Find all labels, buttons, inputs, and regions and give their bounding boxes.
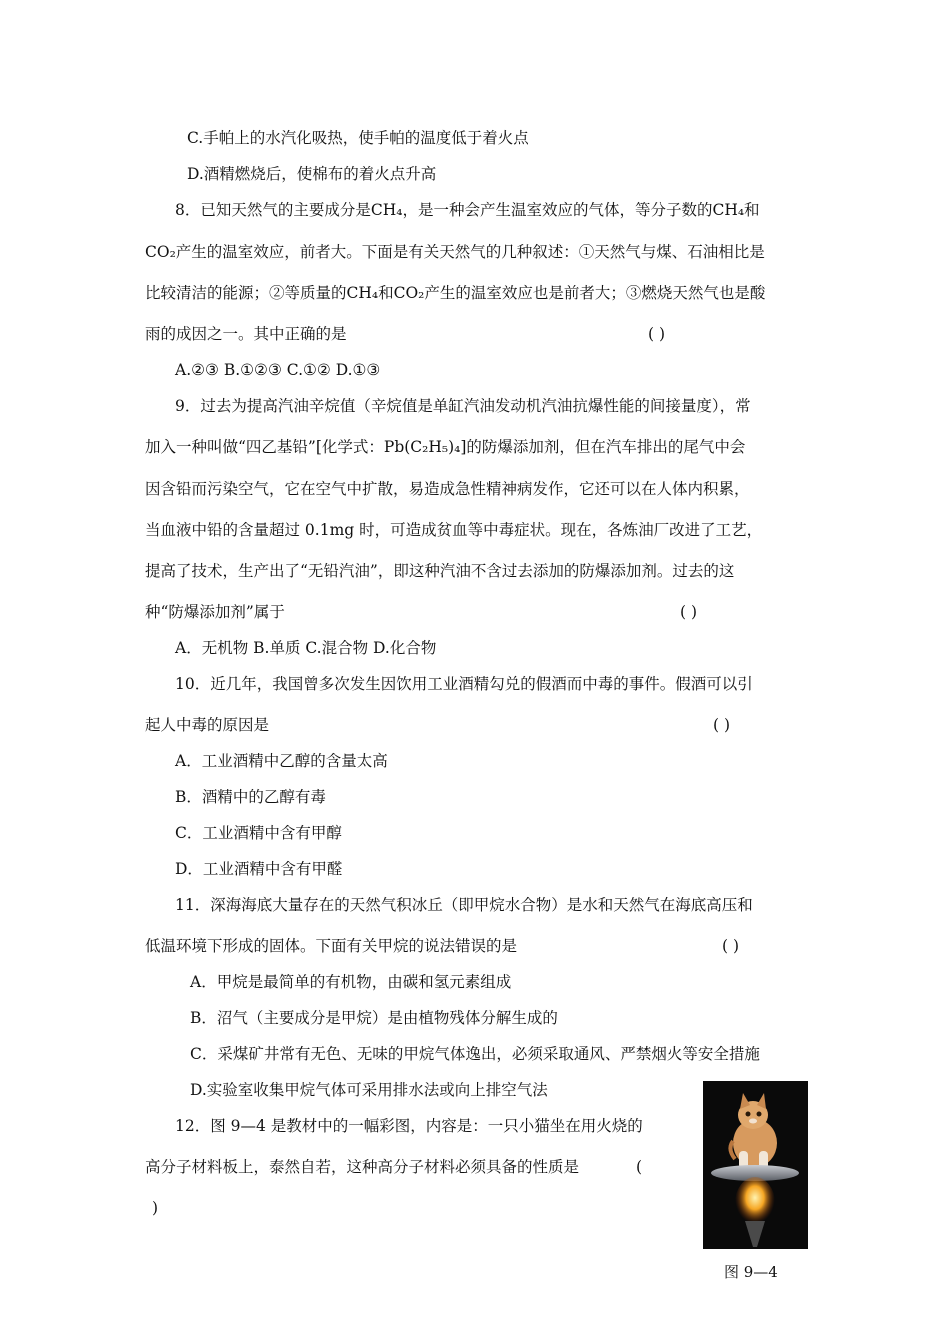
- q11-option-d: D.实验室收集甲烷气体可采用排水法或向上排空气法: [190, 1081, 548, 1099]
- q12-line-2: 高分子材料板上，泰然自若，这种高分子材料必须具备的性质是: [145, 1158, 580, 1176]
- line-c: C.手帕上的水汽化吸热，使手帕的温度低于着火点: [187, 129, 529, 147]
- q8-line-2: CO₂产生的温室效应，前者大。下面是有关天然气的几种叙述：①天然气与煤、石油相比是: [145, 243, 765, 261]
- q9-line-6: 种“防爆添加剂”属于: [145, 603, 285, 621]
- q9-options: A．无机物 B.单质 C.混合物 D.化合物: [175, 639, 437, 657]
- q9-line-3: 因含铅而污染空气，它在空气中扩散，易造成急性精神病发作，它还可以在人体内积累，: [145, 480, 750, 498]
- line-d: D.酒精燃烧后，使棉布的着火点升高: [187, 165, 437, 183]
- q9-line-4: 当血液中铅的含量超过 0.1mg 时，可造成贫血等中毒症状。现在，各炼油厂改进了工艺，: [145, 521, 763, 539]
- q11-line-2: 低温环境下形成的固体。下面有关甲烷的说法错误的是: [145, 937, 518, 955]
- q10-option-c: C．工业酒精中含有甲醇: [175, 824, 342, 842]
- q11-answer-paren: ( ): [722, 937, 740, 955]
- q11-option-a: A．甲烷是最简单的有机物，由碳和氢元素组成: [190, 973, 512, 991]
- kitten-photo: [703, 1081, 808, 1249]
- q8-line-1: 8．已知天然气的主要成分是CH₄，是一种会产生温室效应的气体，等分子数的CH₄和: [175, 201, 760, 219]
- figure-caption: 图 9—4: [724, 1263, 778, 1281]
- q11-option-c: C．采煤矿井常有无色、无味的甲烷气体逸出，必须采取通风、严禁烟火等安全措施: [190, 1045, 760, 1063]
- q10-answer-paren: ( ): [713, 716, 731, 734]
- q12-paren-open: (: [636, 1158, 643, 1176]
- q8-line-4: 雨的成因之一。其中正确的是: [145, 325, 347, 343]
- q8-options: A.②③ B.①②③ C.①② D.①③: [175, 361, 381, 379]
- q9-line-1: 9．过去为提高汽油辛烷值（辛烷值是单缸汽油发动机汽油抗爆性能的间接量度），常: [175, 397, 751, 415]
- q9-line-5: 提高了技术，生产出了“无铅汽油”，即这种汽油不含过去添加的防爆添加剂。过去的这: [145, 562, 735, 580]
- q11-option-b: B．沼气（主要成分是甲烷）是由植物残体分解生成的: [190, 1009, 558, 1027]
- q10-option-b: B．酒精中的乙醇有毒: [175, 788, 326, 806]
- q10-option-d: D．工业酒精中含有甲醛: [175, 860, 343, 878]
- q9-answer-paren: ( ): [680, 603, 698, 621]
- q8-answer-paren: ( ): [648, 325, 666, 343]
- q12-paren-close: ): [152, 1199, 159, 1217]
- q9-line-2: 加入一种叫做“四乙基铅”[化学式：Pb(C₂H₅)₄]的防爆添加剂，但在汽车排出的尾气中会: [145, 438, 746, 456]
- q8-line-3: 比较清洁的能源；②等质量的CH₄和CO₂产生的温室效应也是前者大；③燃烧天然气也是酸: [145, 284, 766, 302]
- q10-option-a: A．工业酒精中乙醇的含量太高: [175, 752, 388, 770]
- q10-line-2: 起人中毒的原因是: [145, 716, 270, 734]
- q12-line-1: 12．图 9—4 是教材中的一幅彩图，内容是：一只小猫坐在用火烧的: [175, 1117, 643, 1135]
- q10-line-1: 10．近几年，我国曾多次发生因饮用工业酒精勾兑的假酒而中毒的事件。假酒可以引: [175, 675, 753, 693]
- q11-line-1: 11．深海海底大量存在的天然气积冰丘（即甲烷水合物）是水和天然气在海底高压和: [175, 896, 753, 914]
